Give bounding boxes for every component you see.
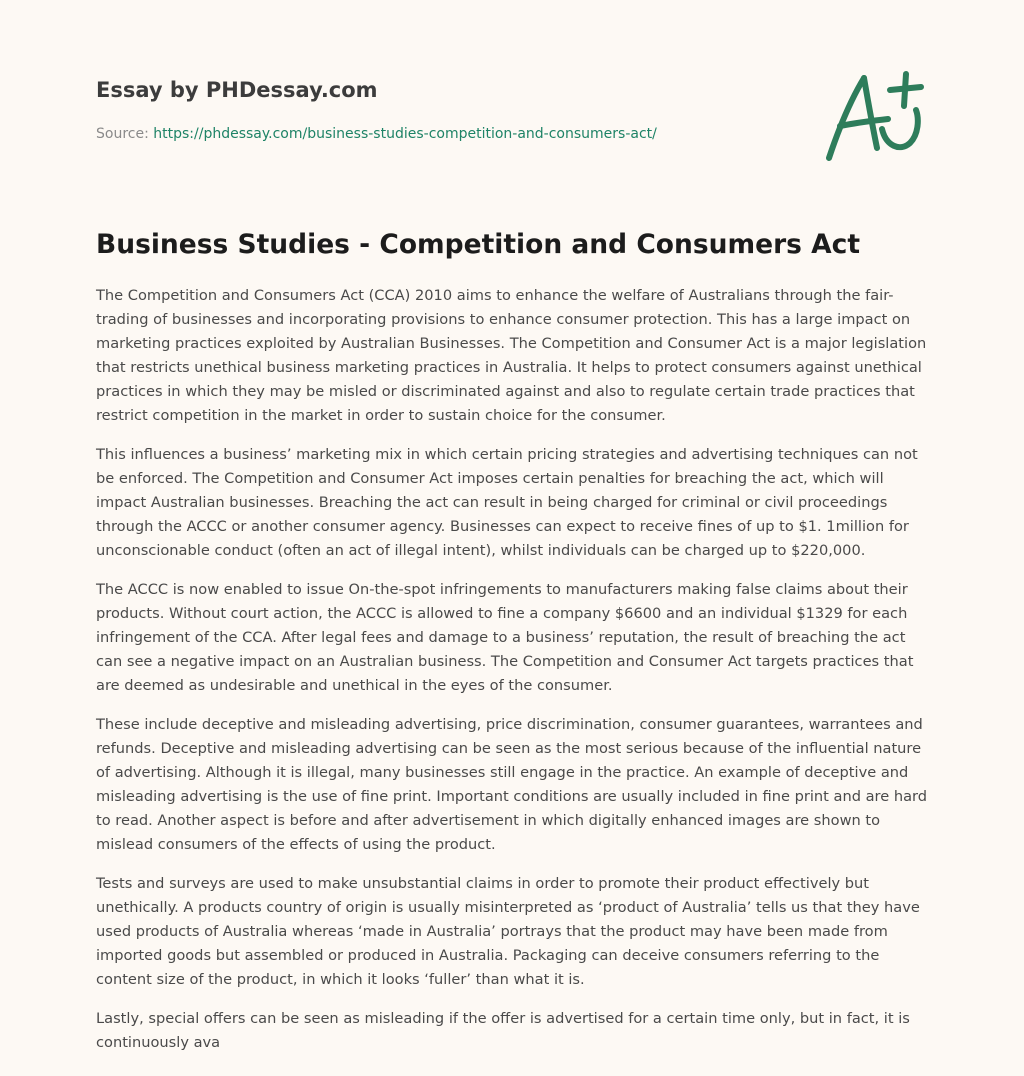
paragraph: This influences a business’ marketing mix in which certain pricing strategies and advertising techniques can not be enforced. The Competition and Consumer Act imposes certain penalties for breaching the act, which will impact Australian businesses. Breaching the act can result in being charged for criminal or civil proceedings through the ACCC or another consumer agency. Businesses can expect to receive fines of up to $1. 1million for unconscionable conduct (often an act of illegal intent), whilst individuals can be charged up to $220,000.: [96, 446, 918, 559]
source-label: Source:: [96, 126, 154, 142]
paragraph: Lastly, special offers can be seen as misleading if the offer is advertised for a certain time only, but in fact, it is continuously ava: [96, 1010, 910, 1051]
page-header: [96, 74, 796, 144]
paragraph: The ACCC is now enabled to issue On-the-spot infringements to manufacturers making false claims about their products. Without court action, the ACCC is allowed to fine a company $6600 and an individual $1329 for each infringement of the CCA. After legal fees and damage to a business’ reputation, the result of breaching the act can see a negative impact on an Australian business. The Competition and Consumer Act targets practices that are deemed as undesirable and unethical in the eyes of the consumer.: [96, 581, 914, 694]
source-line: [96, 124, 796, 144]
a-plus-logo-icon: [820, 66, 930, 166]
source-link[interactable]: https://phdessay.com/business-studies-competition-and-consumers-act/: [153, 126, 657, 142]
brand-title: Essay by PHDessay.com: [96, 78, 378, 102]
essay-body: [96, 284, 932, 1070]
essay-title: Business Studies - Competition and Consumers Act: [96, 229, 861, 260]
paragraph: These include deceptive and misleading advertising, price discrimination, consumer guarantees, warrantees and refunds. Deceptive and misleading advertising can be seen as the most serious because of the influential nature of advertising. Although it is illegal, many businesses still engage in the practice. An example of deceptive and misleading advertising is the use of fine print. Important conditions are usually included in fine print and are hard to read. Another aspect is before and after advertisement in which digitally enhanced images are shown to mislead consumers of the effects of using the product.: [96, 716, 928, 853]
paragraph: Tests and surveys are used to make unsubstantial claims in order to promote their product effectively but unethically. A products country of origin is usually misinterpreted as ‘product of Australia’ tells us that they have used products of Australia whereas ‘made in Australia’ portrays that the product may have been made from imported goods but assembled or produced in Australia. Packaging can deceive consumers referring to the content size of the product, in which it looks ‘fuller’ than what it is.: [96, 875, 920, 988]
paragraph: The Competition and Consumers Act (CCA) 2010 aims to enhance the welfare of Australians through the fair-trading of businesses and incorporating provisions to enhance consumer protection. This has a large impact on marketing practices exploited by Australian Businesses. The Competition and Consumer Act is a major legislation that restricts unethical business marketing practices in Australia. It helps to protect consumers against unethical practices in which they may be misled or discriminated against and also to regulate certain trade practices that restrict competition in the market in order to sustain choice for the consumer.: [96, 287, 927, 424]
